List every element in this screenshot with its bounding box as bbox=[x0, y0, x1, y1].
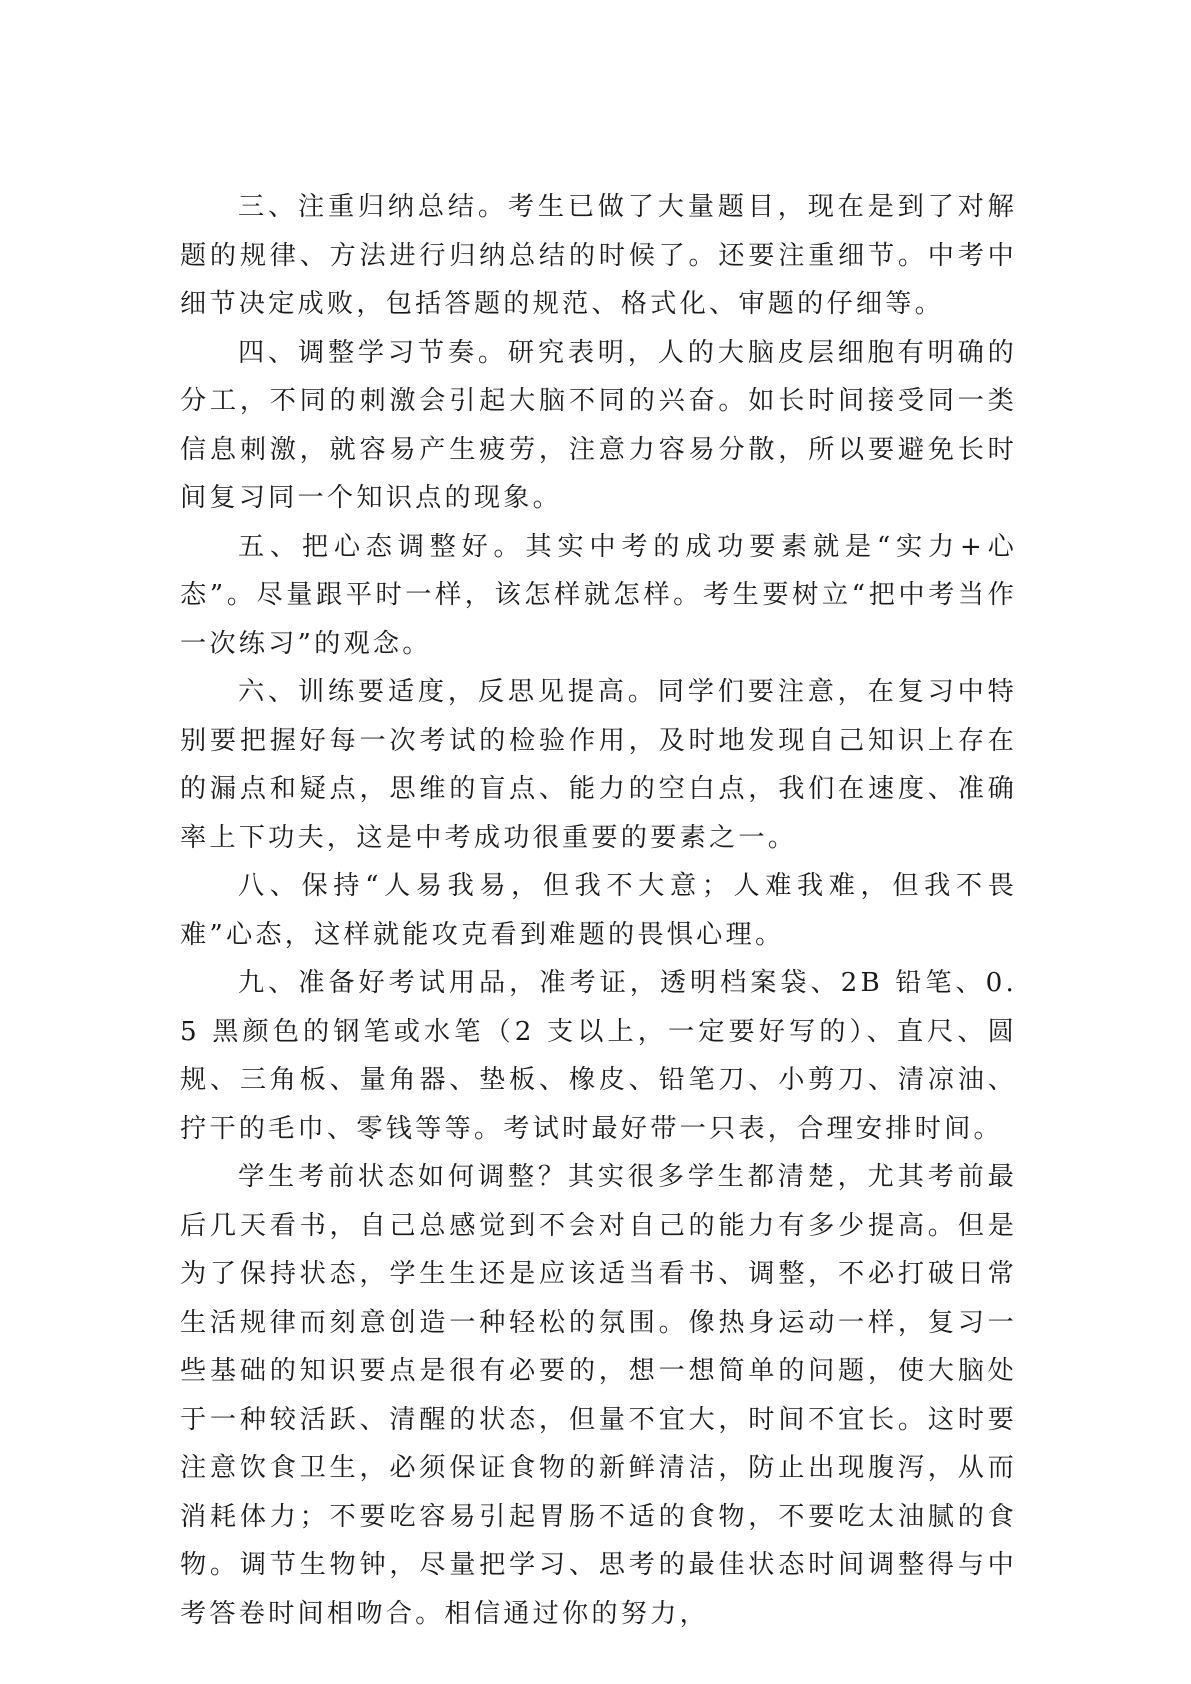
paragraph-study-rhythm: 四、调整学习节奏。研究表明，人的大脑皮层细胞有明确的分工，不同的刺激会引起大脑不同的兴奋。如长时间接受同一类信息刺激，就容易产生疲劳，注意力容易分散，所以要避免长时间复习同一个知识点的现象。 bbox=[180, 337, 1017, 513]
paragraph-mindset: 五、把心态调整好。其实中考的成功要素就是“实力+心态”。尽量跟平时一样，该怎样就怎样。考生要树立“把中考当作一次练习”的观念。 bbox=[180, 531, 1017, 659]
paragraph-exam-supplies: 九、准备好考试用品，准考证，透明档案袋、2B 铅笔、0.5 黑颜色的钢笔或水笔（2 支以上，一定要好写的）、直尺、圆规、三角板、量角器、垫板、橡皮、铅笔刀、小剪刀、清凉油、拧干的毛巾、零钱等等。考试时最好带一只表，合理安排时间。 bbox=[180, 968, 1017, 1144]
paragraph-moderate-training: 六、训练要适度，反思见提高。同学们要注意，在复习中特别要把握好每一次考试的检验作用，及时地发现自己知识上存在的漏点和疑点，思维的盲点、能力的空白点，我们在速度、准确率上下功夫，这是中考成功很重要的要素之一。 bbox=[180, 677, 1017, 853]
paragraph-keep-attitude: 八、保持“人易我易，但我不大意；人难我难，但我不畏难”心态，这样就能攻克看到难题的畏惧心理。 bbox=[180, 871, 1017, 950]
paragraph-summarize: 三、注重归纳总结。考生已做了大量题目，现在是到了对解题的规律、方法进行归纳总结的时候了。还要注重细节。中考中细节决定成败，包括答题的规范、格式化、审题的仔细等。 bbox=[180, 192, 1017, 319]
paragraph-pre-exam-state: 学生考前状态如何调整？其实很多学生都清楚，尤其考前最后几天看书，自己总感觉到不会对自己的能力有多少提高。但是为了保持状态，学生生还是应该适当看书、调整，不必打破日常生活规律而刻意创造一种轻松的氛围。像热身运动一样，复习一些基础的知识要点是很有必要的，想一想简单的问题，使大脑处于一种较活跃、清醒的状态，但量不宜大，时间不宜长。这时要注意饮食卫生，必须保证食物的新鲜清洁，防止出现腹泻，从而消耗体力；不要吃容易引起胃肠不适的食物，不要吃太油腻的食物。调节生物钟，尽量把学习、思考的最佳状态时间调整得与中考答卷时间相吻合。相信通过你的努力， bbox=[180, 1162, 1017, 1629]
document-body bbox=[180, 183, 1017, 1638]
